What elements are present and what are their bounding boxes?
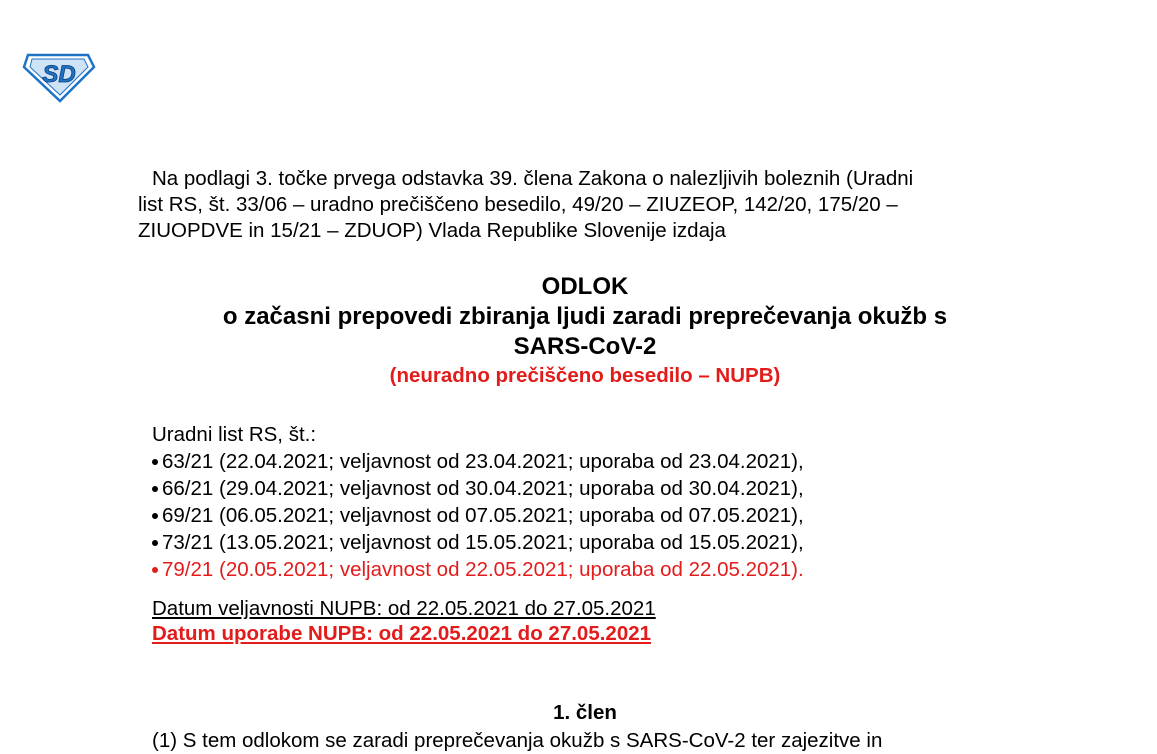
gazette-entry-text: 69/21 (06.05.2021; veljavnost od 07.05.2021; uporaba od 07.05.2021),	[162, 504, 804, 527]
bullet-icon	[152, 486, 158, 492]
preamble-paragraph	[138, 166, 1038, 244]
gazette-entry-text: 79/21 (20.05.2021; veljavnost od 22.05.2021; uporaba od 22.05.2021).	[162, 558, 804, 581]
svg-text:SD: SD	[42, 61, 76, 88]
logo-icon	[22, 49, 96, 103]
gazette-entry-text: 63/21 (22.04.2021; veljavnost od 23.04.2021; uporaba od 23.04.2021),	[162, 450, 804, 473]
document-subtitle-line-1: o začasni prepovedi zbiranja ljudi zaradi preprečevanja okužb s	[222, 303, 948, 330]
bullet-icon	[152, 513, 158, 519]
preamble-line-3: ZIUOPDVE in 15/21 – ZDUOP) Vlada Republike Slovenije izdaja	[138, 219, 726, 242]
nupb-label: (neuradno prečiščeno besedilo – NUPB)	[389, 364, 781, 387]
document-title-block	[138, 272, 1032, 390]
preamble-line-2: list RS, št. 33/06 – uradno prečiščeno besedilo, 49/20 – ZIUZEOP, 142/20, 175/20 –	[138, 193, 898, 216]
gazette-entry	[152, 448, 1032, 475]
validity-dates: Datum veljavnosti NUPB: od 22.05.2021 do 27.05.2021	[152, 597, 656, 620]
application-dates: Datum uporabe NUPB: od 22.05.2021 do 27.05.2021	[152, 622, 652, 645]
gazette-entry	[152, 502, 1032, 529]
article-first-line: (1) S tem odlokom se zaradi preprečevanja okužb s SARS-CoV-2 ter zajezitve in	[152, 729, 883, 752]
gazette-entry	[152, 475, 1032, 502]
gazette-list	[152, 448, 1032, 583]
gazette-entry-text: 73/21 (13.05.2021; veljavnost od 15.05.2021; uporaba od 15.05.2021),	[162, 531, 804, 554]
gazette-entry	[152, 529, 1032, 556]
gazette-heading: Uradni list RS, št.:	[152, 423, 317, 446]
document-title: ODLOK	[541, 273, 629, 300]
gazette-entry-current	[152, 556, 1032, 583]
validity-block	[152, 596, 656, 646]
bullet-icon	[152, 540, 158, 546]
preamble-line-1: Na podlagi 3. točke prvega odstavka 39. člena Zakona o nalezljivih boleznih (Uradni	[152, 167, 914, 190]
document-subtitle-line-2: SARS-CoV-2	[513, 333, 657, 360]
gazette-references	[152, 421, 1032, 583]
bullet-icon	[152, 567, 158, 573]
article-heading: 1. člen	[553, 701, 617, 724]
bullet-icon	[152, 459, 158, 465]
gazette-entry-text: 66/21 (29.04.2021; veljavnost od 30.04.2021; uporaba od 30.04.2021),	[162, 477, 804, 500]
